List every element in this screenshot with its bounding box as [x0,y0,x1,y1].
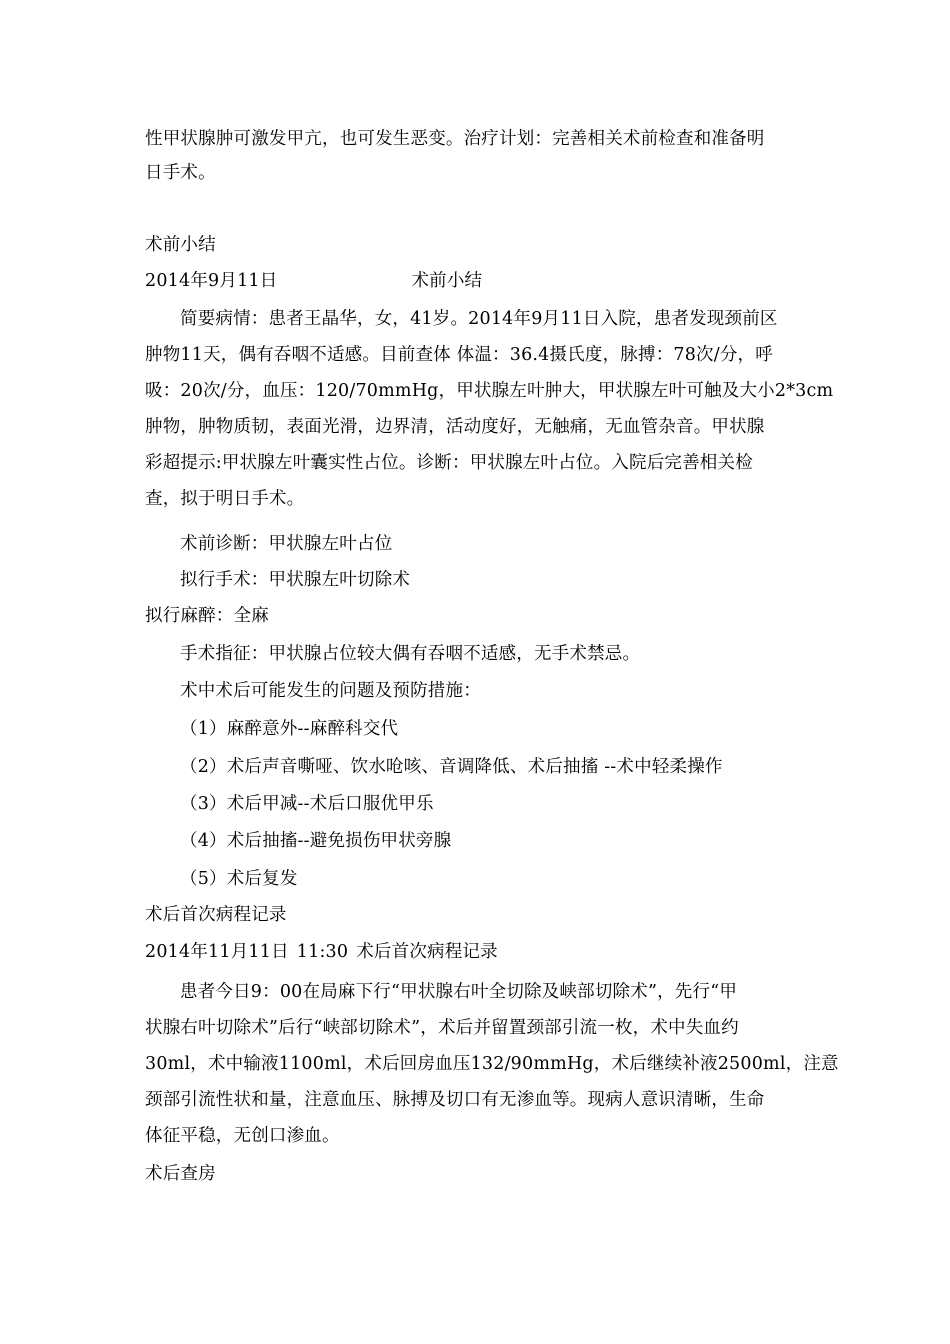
preop-summary-line-5: 彩超提示:甲状腺左叶囊实性占位。诊断：甲状腺左叶占位。入院后完善相关检 [145,453,753,473]
preop-summary-line-1: 简要病情：患者王晶华，女，41岁。2014年9月11日入院，患者发现颈前区 [180,309,778,329]
postop-line-1: 患者今日9：00在局麻下行“甲状腺右叶全切除及峡部切除术”，先行“甲 [180,982,738,1002]
preop-issue-5: （5）术后复发 [180,869,298,889]
intro-line-2: 日手术。 [145,163,216,183]
preop-summary-line-3: 吸：20次/分，血压：120/70mmHg，甲状腺左叶肿大，甲状腺左叶可触及大小2*3cm [145,381,834,401]
postop-time: 11:30 [296,942,349,962]
postop-line-4: 颈部引流性状和量，注意血压、脉搏及切口有无渗血等。现病人意识清晰，生命 [145,1090,765,1110]
preop-indication: 手术指征：甲状腺占位较大偶有吞咽不适感，无手术禁忌。 [180,644,641,664]
rounds-section-title: 术后查房 [145,1164,216,1184]
preop-issues-title: 术中术后可能发生的问题及预防措施： [180,681,481,701]
preop-date-line [145,269,482,293]
postop-heading: 术后首次病程记录 [356,942,498,962]
preop-summary-line-2: 肿物11天，偶有吞咽不适感。目前查体 体温：36.4摄氏度，脉搏：78次/分，呼 [145,345,773,365]
preop-summary-line-4: 肿物，肿物质韧，表面光滑，边界清，活动度好，无触痛，无血管杂音。甲状腺 [145,417,765,437]
preop-section-title: 术前小结 [145,235,216,255]
preop-issue-1: （1）麻醉意外--麻醉科交代 [180,719,399,739]
preop-diagnosis: 术前诊断：甲状腺左叶占位 [180,534,393,554]
postop-line-3: 30ml，术中输液1100ml，术后回房血压132/90mmHg，术后继续补液2500ml，注意 [145,1054,839,1074]
preop-heading: 术前小结 [411,271,483,291]
preop-issue-3: （3）术后甲减--术后口服优甲乐 [180,794,434,814]
preop-summary-line-6: 查，拟于明日手术。 [145,489,305,509]
preop-date: 2014年9月11日 [145,271,278,291]
preop-issue-2: （2）术后声音嘶哑、饮水呛咳、音调降低、术后抽搐 --术中轻柔操作 [180,757,723,777]
intro-line-1: 性甲状腺肿可激发甲亢，也可发生恶变。治疗计划：完善相关术前检查和准备明 [145,129,765,149]
preop-issue-4: （4）术后抽搐--避免损伤甲状旁腺 [180,831,452,851]
preop-anesthesia: 拟行麻醉：全麻 [145,606,269,626]
postop-date: 2014年11月11日 [145,942,289,962]
postop-date-line [145,940,498,964]
postop-section-title: 术后首次病程记录 [145,905,287,925]
postop-line-2: 状腺右叶切除术”后行“峡部切除术”，术后并留置颈部引流一枚，术中失血约 [145,1018,739,1038]
preop-surgery: 拟行手术：甲状腺左叶切除术 [180,570,411,590]
postop-line-5: 体征平稳，无创口渗血。 [145,1126,340,1146]
